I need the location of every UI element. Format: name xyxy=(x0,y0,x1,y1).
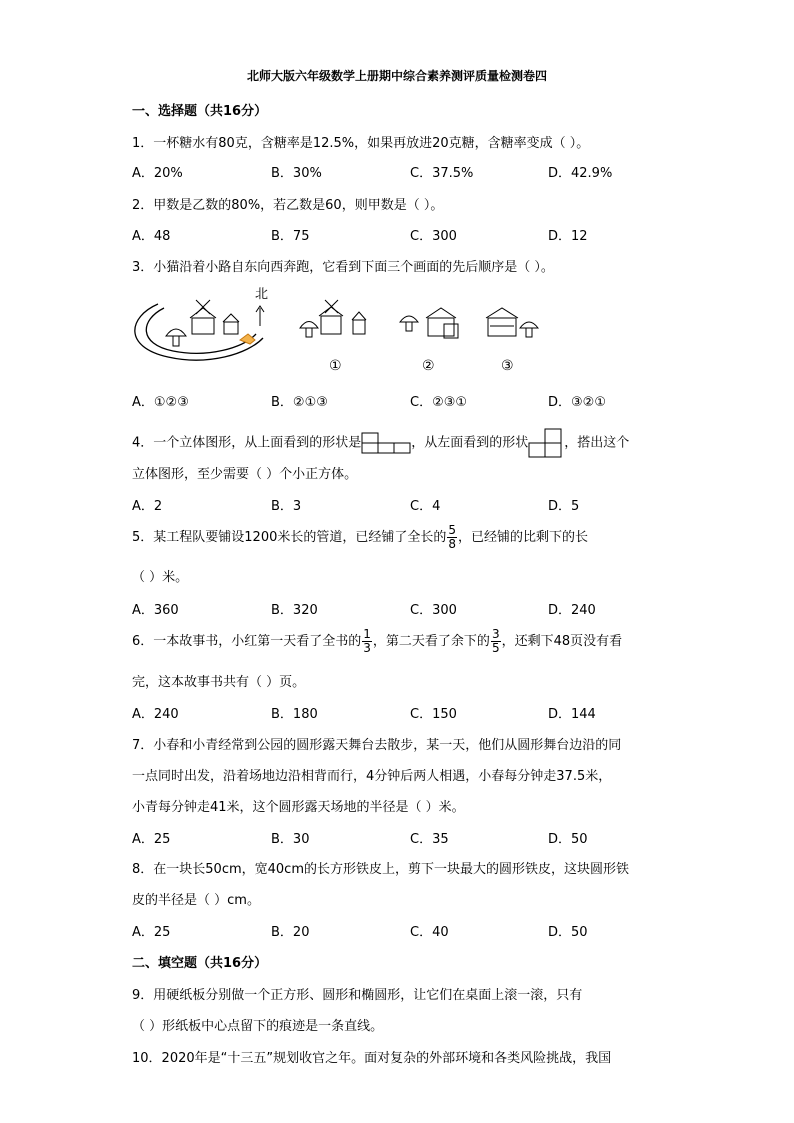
q1-option-b: B．30% xyxy=(271,166,322,181)
question-7-line-2: 一点同时出发，沿着场地边沿相背而行，4分钟后两人相遇，小春每分钟走37.5米， xyxy=(132,769,612,784)
question-8-line-1: 8．在一块长50cm，宽40cm的长方形铁皮上，剪下一块最大的圆形铁皮，这块圆形铁 xyxy=(132,862,629,877)
question-3: 3．小猫沿着小路自东向西奔跑，它看到下面三个画面的先后顺序是（ ）。 xyxy=(132,260,554,275)
question-4-line-2: 立体图形，至少需要（ ）个小正方体。 xyxy=(132,467,358,482)
q1-option-a: A．20% xyxy=(132,166,183,181)
q6-option-d: D．144 xyxy=(548,707,596,722)
question-5-line-2: （ ）米。 xyxy=(132,570,189,585)
windmill-icon xyxy=(190,300,216,334)
question-4-line-1 xyxy=(132,428,629,458)
q4-option-b: B．3 xyxy=(271,499,302,514)
scene-2-label: ② xyxy=(422,358,435,374)
q6-text-2: ，第二天看了余下的 xyxy=(372,634,490,649)
question-7-line-3: 小青每分钟走41米，这个圆形露天场地的半径是（ ）米。 xyxy=(132,800,465,815)
q8-option-d: D．50 xyxy=(548,925,588,940)
question-1: 1．一杯糖水有80克，含糖率是12.5%，如果再放进20克糖，含糖率变成（ ）。 xyxy=(132,136,590,151)
road-icon xyxy=(135,304,263,360)
question-6-line-1 xyxy=(132,628,622,655)
scene-1 xyxy=(300,300,366,374)
small-house-icon xyxy=(223,314,239,334)
q3-picture xyxy=(128,282,548,378)
q3-option-d: D．③②① xyxy=(548,395,606,410)
q2-option-d: D．12 xyxy=(548,229,588,244)
q6-fraction-1: $\frac{1}{3}$ xyxy=(363,627,371,655)
mushroom-icon xyxy=(166,329,186,346)
question-7-line-1: 7．小春和小青经常到公园的圆形露天舞台去散步，某一天，他们从圆形舞台边沿的同 xyxy=(132,738,622,753)
q6-text-3: ，还剩下48页没有看 xyxy=(501,634,623,649)
q4-option-c: C．4 xyxy=(410,499,441,514)
left-view-figure xyxy=(528,428,564,458)
q1-option-c: C．37.5% xyxy=(410,166,474,181)
q5-option-c: C．300 xyxy=(410,603,457,618)
cat-icon xyxy=(240,334,255,344)
page-title: 北师大版六年级数学上册期中综合素养测评质量检测卷四 xyxy=(246,69,547,83)
q6-option-b: B．180 xyxy=(271,707,318,722)
q4-option-a: A．2 xyxy=(132,499,163,514)
q5-option-d: D．240 xyxy=(548,603,596,618)
question-9-line-1: 9．用硬纸板分别做一个正方形、圆形和椭圆形，让它们在桌面上滚一滚，只有 xyxy=(132,988,583,1003)
q7-option-c: C．35 xyxy=(410,832,449,847)
scene-2 xyxy=(400,308,458,374)
q6-text-1: 6．一本故事书，小红第一天看了全书的 xyxy=(132,634,362,649)
q1-option-d: D．42.9% xyxy=(548,166,613,181)
q5-option-a: A．360 xyxy=(132,603,179,618)
question-2: 2．甲数是乙数的80%，若乙数是60，则甲数是（ ）。 xyxy=(132,198,444,213)
question-6-line-2: 完，这本故事书共有（ ）页。 xyxy=(132,675,306,690)
q7-option-d: D．50 xyxy=(548,832,588,847)
question-10-line-1: 10．2020年是“十三五”规划收官之年。面对复杂的外部环境和各类风险挑战，我国 xyxy=(132,1051,612,1066)
question-8-line-2: 皮的半径是（ ）cm。 xyxy=(132,893,260,908)
top-view-figure xyxy=(361,432,411,454)
question-9-line-2: （ ）形纸板中心点留下的痕迹是一条直线。 xyxy=(132,1019,384,1034)
q5-text-1: 5．某工程队要铺设1200米长的管道，已经铺了全长的 xyxy=(132,530,447,545)
q6-option-a: A．240 xyxy=(132,707,179,722)
q4-text-2: ，从左面看到的形状 xyxy=(411,435,529,451)
question-5-line-1 xyxy=(132,524,588,551)
q2-option-c: C．300 xyxy=(410,229,457,244)
q3-option-a: A．①②③ xyxy=(132,395,189,410)
q5-fraction: $\frac{5}{8}$ xyxy=(448,523,456,551)
q4-text-3: ，搭出这个 xyxy=(564,435,630,451)
q2-option-b: B．75 xyxy=(271,229,310,244)
q2-option-a: A．48 xyxy=(132,229,171,244)
scene-1-label: ① xyxy=(329,358,342,374)
q8-option-b: B．20 xyxy=(271,925,310,940)
q4-option-d: D．5 xyxy=(548,499,580,514)
q7-option-a: A．25 xyxy=(132,832,171,847)
scene-3 xyxy=(486,308,538,374)
north-label: 北 xyxy=(255,287,269,302)
north-arrow-icon xyxy=(256,306,264,326)
q8-option-a: A．25 xyxy=(132,925,171,940)
scene-3-label: ③ xyxy=(501,358,514,374)
q3-option-b: B．②①③ xyxy=(271,395,328,410)
q5-text-2: ，已经铺的比剩下的长 xyxy=(458,530,589,545)
q6-option-c: C．150 xyxy=(410,707,457,722)
q6-fraction-2: $\frac{3}{5}$ xyxy=(491,627,500,655)
q5-option-b: B．320 xyxy=(271,603,318,618)
section-heading-fill: 二、填空题（共16分） xyxy=(132,956,268,971)
section-heading-choice: 一、选择题（共16分） xyxy=(132,104,268,119)
q7-option-b: B．30 xyxy=(271,832,310,847)
q3-option-c: C．②③① xyxy=(410,395,468,410)
q4-text-1: 4．一个立体图形，从上面看到的形状是 xyxy=(132,435,362,451)
q8-option-c: C．40 xyxy=(410,925,449,940)
